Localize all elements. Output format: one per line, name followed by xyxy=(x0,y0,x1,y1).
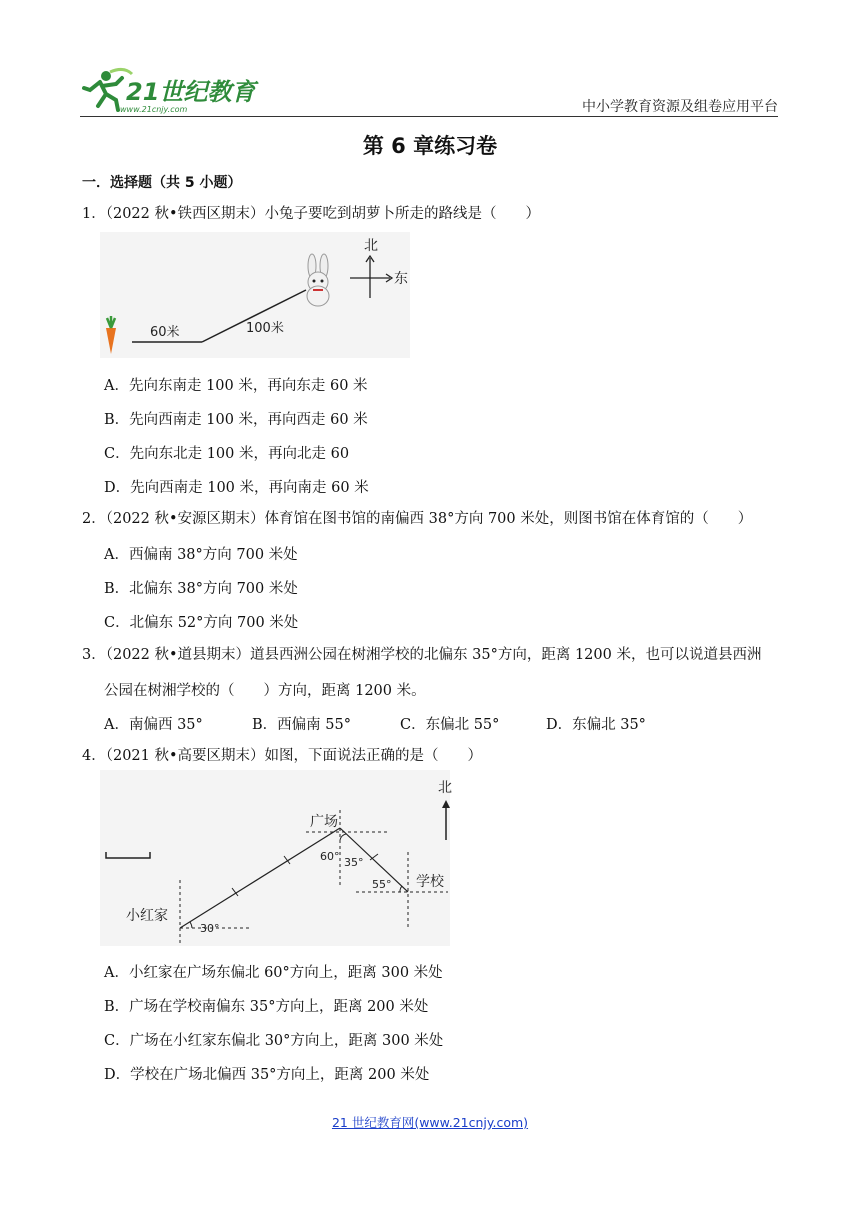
logo xyxy=(80,66,256,118)
question-3-options xyxy=(104,713,646,734)
question-3-option-b: B．西偏南 55° xyxy=(252,717,351,733)
question-1-option-d: D．先向西南走 100 米，再向南走 60 米 xyxy=(104,480,369,496)
svg-text:21世纪教育: 21世纪教育 xyxy=(126,78,256,106)
question-2-stem: 2．（2022 秋•安源区期末）体育馆在图书馆的南偏西 38°方向 700 米处，则图书馆在体育馆的（ ） xyxy=(82,511,753,527)
platform-name: 中小学教育资源及组卷应用平台 xyxy=(582,99,778,115)
east-label: 东 xyxy=(394,271,408,287)
question-1-stem: 1．（2022 秋•铁西区期末）小兔子要吃到胡萝卜所走的路线是（ ） xyxy=(82,206,541,222)
question-1-option-b: B．先向西南走 100 米，再向西走 60 米 xyxy=(104,412,368,428)
home-label: 小红家 xyxy=(126,908,168,924)
question-4-figure xyxy=(100,770,450,950)
question-4-option-b: B．广场在学校南偏东 35°方向上，距离 200 米处 xyxy=(104,999,429,1015)
question-4-stem: 4．（2021 秋•高要区期末）如图，下面说法正确的是（ ） xyxy=(82,748,483,764)
angle-35-label: 35° xyxy=(344,856,364,869)
question-2-option-a: A．西偏南 38°方向 700 米处 xyxy=(104,547,298,563)
question-4-option-a: A．小红家在广场东偏北 60°方向上，距离 300 米处 xyxy=(104,965,443,981)
angle-60-label: 60° xyxy=(320,850,340,863)
section-title: 一．选择题（共 5 小题） xyxy=(82,175,242,191)
question-1-option-a: A．先向东南走 100 米，再向东走 60 米 xyxy=(104,378,368,394)
runner-logo-icon xyxy=(80,66,256,118)
angle-55-label: 55° xyxy=(372,878,392,891)
question-4-option-d: D．学校在广场北偏西 35°方向上，距离 200 米处 xyxy=(104,1067,430,1083)
north-label: 北 xyxy=(364,238,378,254)
footer xyxy=(0,1113,860,1131)
school-label: 学校 xyxy=(416,874,444,890)
question-3-option-d: D．东偏北 35° xyxy=(546,717,646,733)
north-label: 北 xyxy=(438,780,452,796)
question-3-option-a: A．南偏西 35° xyxy=(104,717,203,733)
question-1-figure xyxy=(100,232,410,362)
question-3-option-c: C．东偏北 55° xyxy=(400,717,500,733)
question-3-stem-line2: 公园在树湘学校的（ ）方向，距离 1200 米。 xyxy=(104,683,426,699)
page-title: 第 6 章练习卷 xyxy=(362,134,498,158)
question-2-option-c: C．北偏东 52°方向 700 米处 xyxy=(104,615,299,631)
question-4-option-c: C．广场在小红家东偏北 30°方向上，距离 300 米处 xyxy=(104,1033,444,1049)
plaza-label: 广场 xyxy=(310,814,338,830)
svg-text:www.21cnjy.com: www.21cnjy.com xyxy=(120,105,188,114)
question-1-option-c: C．先向东北走 100 米，再向北走 60 xyxy=(104,446,350,462)
angle-30-label: 30° xyxy=(200,922,220,935)
question-2-option-b: B．北偏东 38°方向 700 米处 xyxy=(104,581,298,597)
footer-link[interactable]: 21 世纪教育网(www.21cnjy.com) xyxy=(331,1115,529,1130)
question-3-stem-line1: 3．（2022 秋•道县期末）道县西洲公园在树湘学校的北偏东 35°方向，距离 1200 米，也可以说道县西洲 xyxy=(82,647,762,663)
segment-60m-label: 60米 xyxy=(150,325,180,340)
segment-100m-label: 100米 xyxy=(246,321,284,336)
header-divider xyxy=(80,116,778,117)
